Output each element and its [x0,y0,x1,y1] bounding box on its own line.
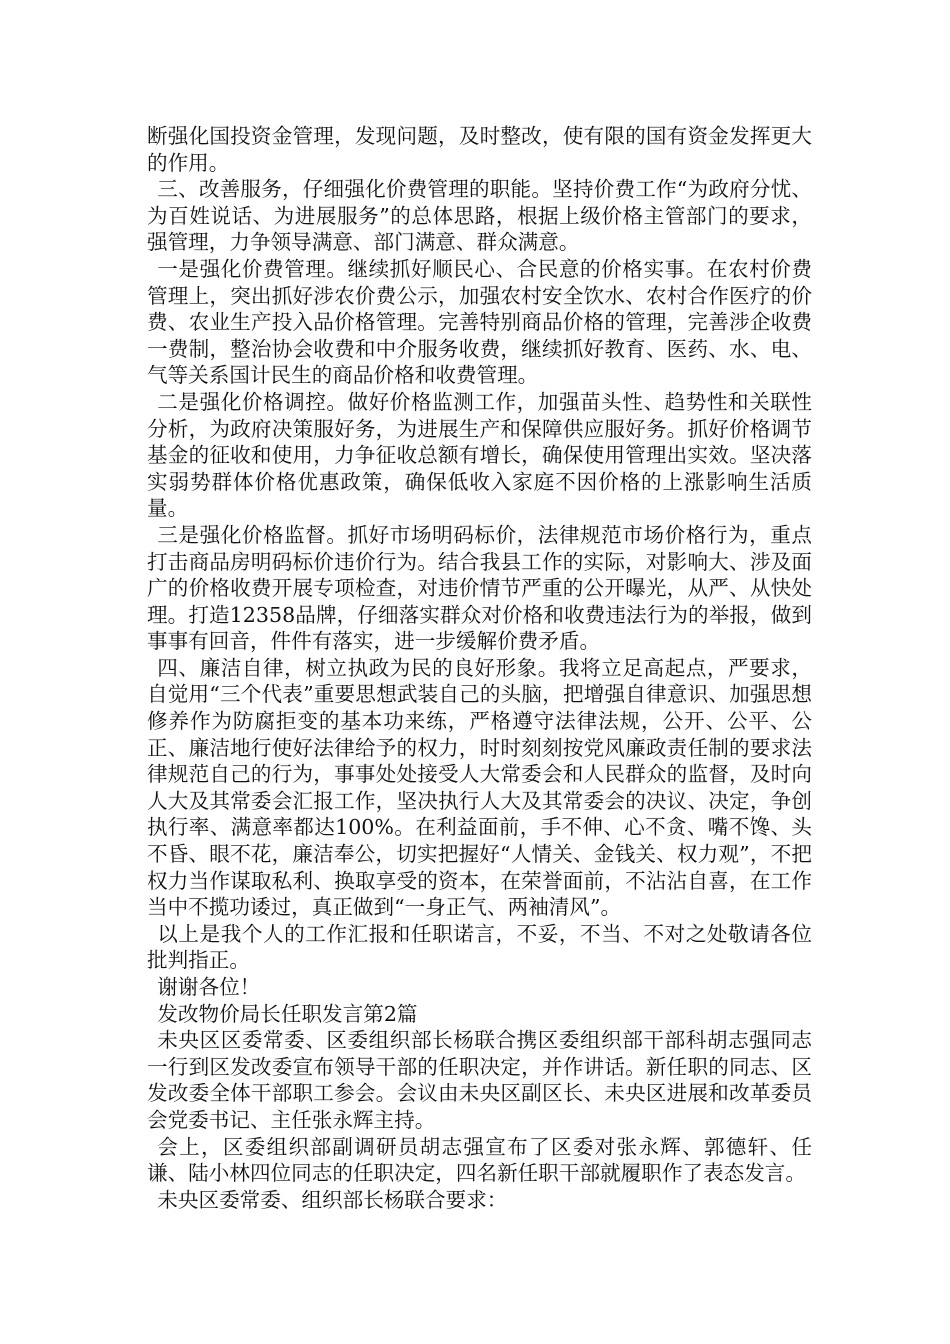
paragraph-requirements-intro: 未央区委常委、组织部长杨联合要求： [157,1187,508,1212]
paragraph-appointment-announcement: 会上，区委组织部副调研员胡志强宣布了区委对张永辉、郭德轩、任谦、陆小林四位同志的任职决定，四名新任职干部就履职作了表态发言。 [147,1134,812,1186]
paragraph-price-regulation: 二是强化价格调控。做好价格监测工作，加强苗头性、趋势性和关联性分析，为政府决策服好务，为进展生产和保障供应服好务。抓好价格调节基金的征收和使用，力争征收总额有增长，确保使用管理出实效。坚决落实弱势群体价格优惠政策，确保低收入家庭不因价格的上涨影响生活质量。 [147,389,812,521]
document-body [147,123,812,1213]
paragraph-appointment-meeting: 未央区区委常委、区委组织部长杨联合携区委组织部干部科胡志强同志一行到区发改委宣布领导干部的任职决定，并作讲话。新任职的同志、区发改委全体干部职工参会。会议由未央区副区长、未央区进展和改革委员会党委书记、主任张永辉主持。 [147,1028,812,1132]
paragraph-price-supervision: 三是强化价格监督。抓好市场明码标价，法律规范市场价格行为，重点打击商品房明码标价违价行为。结合我县工作的实际，对影响大、涉及面广的价格收费开展专项检查，对违价情节严重的公开曝光，从严、从快处理。打造12358品牌，仔细落实群众对价格和收费违法行为的举报，做到事事有回音，件件有落实，进一步缓解价费矛盾。 [147,522,812,654]
paragraph-thanks: 谢谢各位！ [157,975,261,999]
paragraph-asset-management-continued: 断强化国投资金管理，发现问题，及时整改，使有限的国有资金发挥更大的作用。 [147,124,812,175]
paragraph-closing-remarks: 以上是我个人的工作汇报和任职诺言，不妥，不当、不对之处敬请各位批判指正。 [147,921,812,973]
section-title-part-two: 发改物价局长任职发言第2篇 [157,1001,418,1026]
paragraph-section-three-heading: 三、改善服务，仔细强化价费管理的职能。坚持价费工作“为政府分忧、为百姓说话、为进展服务”的总体思路，根据上级价格主管部门的要求，强管理，力争领导满意、部门满意、群众满意。 [147,177,812,255]
paragraph-section-four-integrity: 四、廉洁自律，树立执政为民的良好形象。我将立足高起点，严要求，自觉用“三个代表”重要思想武装自己的头脑，把增强自律意识、加强思想修养作为防腐拒变的基本功来练，严格遵守法律法规，公开、公平、公正、廉洁地行使好法律给予的权力，时时刻刻按党风廉政责任制的要求法律规范自己的行为，事事处处接受人大常委会和人民群众的监督，及时向人大及其常委会汇报工作，坚决执行人大及其常委会的决议、决定，争创执行率、满意率都达100%。在利益面前，手不伸、心不贪、嘴不馋、头不昏、眼不花，廉洁奉公，切实把握好“人情关、金钱关、权力观”，不把权力当作谋取私利、换取享受的资本，在荣誉面前，不沾沾自喜，在工作当中不揽功诿过，真正做到“一身正气、两袖清风”。 [147,655,812,920]
paragraph-price-management: 一是强化价费管理。继续抓好顺民心、合民意的价格实事。在农村价费管理上，突出抓好涉农价费公示，加强农村安全饮水、农村合作医疗的价费、农业生产投入品价格管理。完善特别商品价格的管理，完善涉企收费一费制，整治协会收费和中介服务收费，继续抓好教育、医药、水、电、气等关系国计民生的商品价格和收费管理。 [147,256,812,388]
